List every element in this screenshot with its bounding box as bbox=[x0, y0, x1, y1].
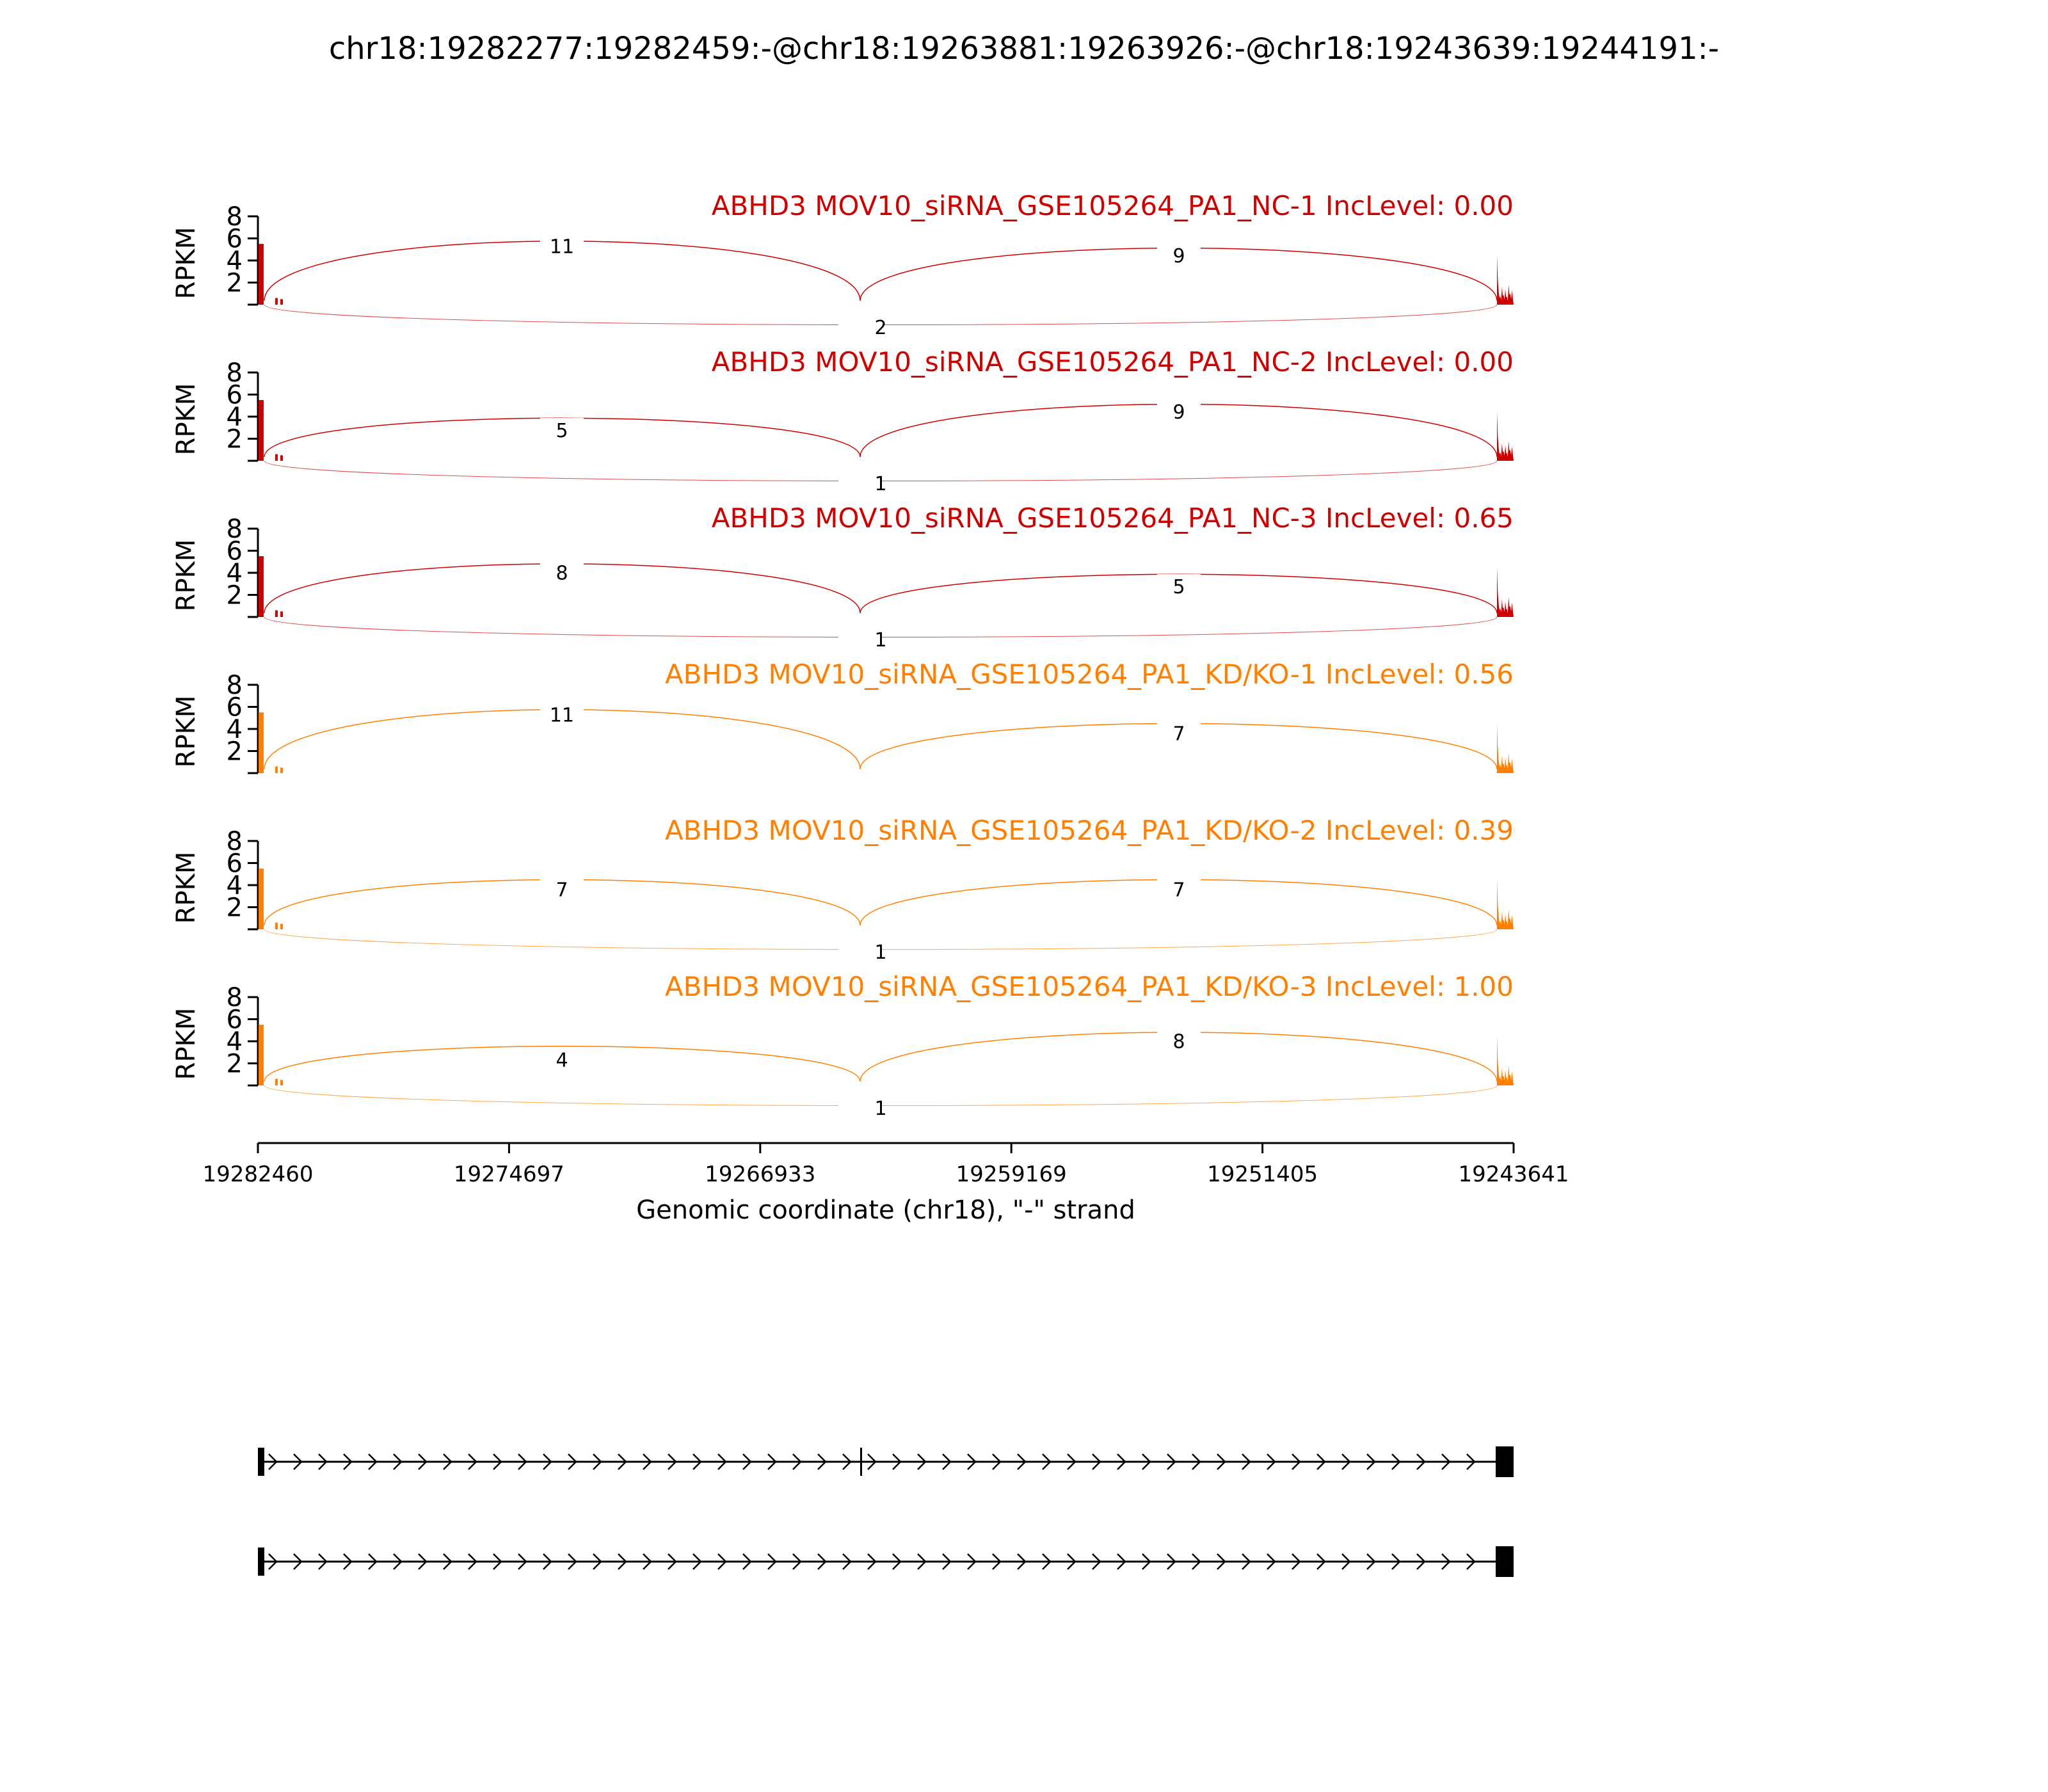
sample-label: ABHD3 MOV10_siRNA_GSE105264_PA1_NC-1 IncLevel: 0.00 bbox=[711, 190, 1514, 221]
coverage-exon1-minor bbox=[275, 923, 278, 929]
coverage-exon1-minor bbox=[275, 611, 278, 617]
junction-count: 5 bbox=[556, 420, 568, 443]
coverage-exon3 bbox=[1497, 879, 1514, 929]
sample-panel bbox=[172, 971, 1514, 1120]
x-axis-label: Genomic coordinate (chr18), "-" strand bbox=[636, 1196, 1135, 1225]
junction-count: 2 bbox=[874, 317, 887, 339]
coverage-exon1-minor bbox=[275, 1079, 278, 1085]
coverage-exon1-minor bbox=[275, 454, 278, 461]
sample-label: ABHD3 MOV10_siRNA_GSE105264_PA1_NC-3 IncLevel: 0.65 bbox=[711, 502, 1514, 534]
junction-count: 7 bbox=[1172, 723, 1185, 746]
junction-count: 1 bbox=[874, 473, 887, 495]
coverage-exon1 bbox=[259, 712, 264, 773]
y-tick-label: 6 bbox=[226, 1005, 243, 1035]
x-tick-label: 19243641 bbox=[1458, 1162, 1569, 1187]
y-tick-label: 2 bbox=[226, 268, 243, 298]
y-tick-label: 2 bbox=[226, 893, 243, 923]
y-axis-label: RPKM bbox=[172, 1007, 201, 1080]
y-tick-label: 4 bbox=[226, 1027, 243, 1057]
y-tick-label: 6 bbox=[226, 224, 243, 254]
y-tick-label: 8 bbox=[226, 983, 243, 1012]
junction-count: 7 bbox=[1172, 879, 1185, 902]
y-tick-label: 4 bbox=[226, 403, 243, 432]
sample-label: ABHD3 MOV10_siRNA_GSE105264_PA1_KD/KO-1 IncLevel: 0.56 bbox=[664, 659, 1514, 690]
x-axis bbox=[202, 1143, 1569, 1187]
y-tick-label: 6 bbox=[226, 849, 243, 879]
y-tick-label: 4 bbox=[226, 715, 243, 744]
junction-count: 4 bbox=[556, 1049, 568, 1072]
junction-count: 8 bbox=[1172, 1030, 1185, 1053]
y-axis-label: RPKM bbox=[172, 539, 201, 612]
coverage-exon1-minor bbox=[280, 455, 283, 461]
y-tick-label: 6 bbox=[226, 536, 243, 566]
junction-count: 8 bbox=[556, 562, 568, 585]
coverage-exon1 bbox=[259, 556, 264, 617]
sample-panel bbox=[172, 815, 1514, 964]
coverage-exon1-minor bbox=[280, 611, 283, 617]
y-tick-label: 6 bbox=[226, 692, 243, 723]
y-tick-label: 8 bbox=[226, 202, 243, 232]
exon-block bbox=[860, 1448, 862, 1476]
sample-panels bbox=[172, 190, 1514, 1120]
coverage-exon1 bbox=[259, 868, 264, 929]
chart-title: chr18:19282277:19282459:-@chr18:19263881:19263926:-@chr18:19243639:19244191:- bbox=[328, 31, 1720, 67]
y-tick-label: 4 bbox=[226, 871, 243, 900]
exon-block bbox=[1496, 1546, 1514, 1577]
coverage-exon1-minor bbox=[275, 767, 278, 773]
coverage-exon1-minor bbox=[280, 1080, 283, 1085]
junction-count: 5 bbox=[1172, 576, 1185, 599]
y-axis-label: RPKM bbox=[172, 227, 201, 300]
y-axis-label: RPKM bbox=[172, 695, 201, 768]
coverage-exon3 bbox=[1497, 255, 1514, 305]
junction-count: 9 bbox=[1172, 401, 1185, 424]
y-tick-label: 2 bbox=[226, 424, 243, 454]
sample-label: ABHD3 MOV10_siRNA_GSE105264_PA1_KD/KO-2 IncLevel: 0.39 bbox=[664, 815, 1514, 846]
x-tick-label: 19266933 bbox=[705, 1162, 816, 1187]
y-axis-label: RPKM bbox=[172, 383, 201, 456]
sample-label: ABHD3 MOV10_siRNA_GSE105264_PA1_NC-2 IncLevel: 0.00 bbox=[711, 346, 1514, 378]
x-tick-label: 19251405 bbox=[1207, 1162, 1318, 1187]
coverage-exon1 bbox=[259, 1025, 264, 1085]
y-tick-label: 8 bbox=[226, 515, 243, 544]
junction-count: 11 bbox=[549, 236, 575, 259]
junction-count: 11 bbox=[549, 704, 575, 727]
coverage-exon3 bbox=[1497, 723, 1514, 773]
coverage-exon3 bbox=[1497, 567, 1514, 617]
x-tick-label: 19274697 bbox=[453, 1162, 564, 1187]
sample-label: ABHD3 MOV10_siRNA_GSE105264_PA1_KD/KO-3 IncLevel: 1.00 bbox=[664, 971, 1514, 1002]
y-tick-label: 4 bbox=[226, 559, 243, 588]
y-tick-label: 8 bbox=[226, 671, 243, 700]
coverage-exon3 bbox=[1497, 411, 1514, 461]
isoform-row bbox=[258, 1446, 1514, 1477]
isoform-row bbox=[258, 1546, 1514, 1577]
junction-count: 1 bbox=[874, 629, 887, 652]
coverage-exon1 bbox=[259, 400, 264, 461]
coverage-exon1-minor bbox=[280, 924, 283, 929]
coverage-exon1-minor bbox=[280, 767, 283, 773]
coverage-exon1 bbox=[259, 244, 264, 305]
y-tick-label: 6 bbox=[226, 380, 243, 410]
sample-panel bbox=[172, 502, 1514, 652]
y-tick-label: 2 bbox=[226, 580, 243, 611]
junction-count: 9 bbox=[1172, 245, 1185, 268]
sample-panel bbox=[172, 346, 1514, 495]
coverage-exon3 bbox=[1497, 1036, 1514, 1085]
junction-count: 1 bbox=[874, 941, 887, 964]
y-tick-label: 8 bbox=[226, 358, 243, 388]
exon-block bbox=[1496, 1446, 1514, 1477]
y-axis-label: RPKM bbox=[172, 851, 201, 924]
x-tick-label: 19259169 bbox=[956, 1162, 1067, 1187]
sample-panel bbox=[172, 190, 1514, 339]
junction-count: 1 bbox=[874, 1098, 887, 1120]
coverage-exon1-minor bbox=[275, 298, 278, 305]
y-tick-label: 2 bbox=[226, 1049, 243, 1079]
y-tick-label: 2 bbox=[226, 737, 243, 767]
y-tick-label: 8 bbox=[226, 827, 243, 856]
y-tick-label: 4 bbox=[226, 246, 243, 276]
exon-block bbox=[258, 1448, 264, 1476]
junction-count: 7 bbox=[556, 879, 568, 902]
isoform-track bbox=[258, 1446, 1514, 1577]
coverage-exon1-minor bbox=[280, 299, 283, 305]
exon-block bbox=[258, 1548, 264, 1576]
sample-panel bbox=[172, 659, 1514, 773]
x-tick-label: 19282460 bbox=[202, 1162, 314, 1187]
